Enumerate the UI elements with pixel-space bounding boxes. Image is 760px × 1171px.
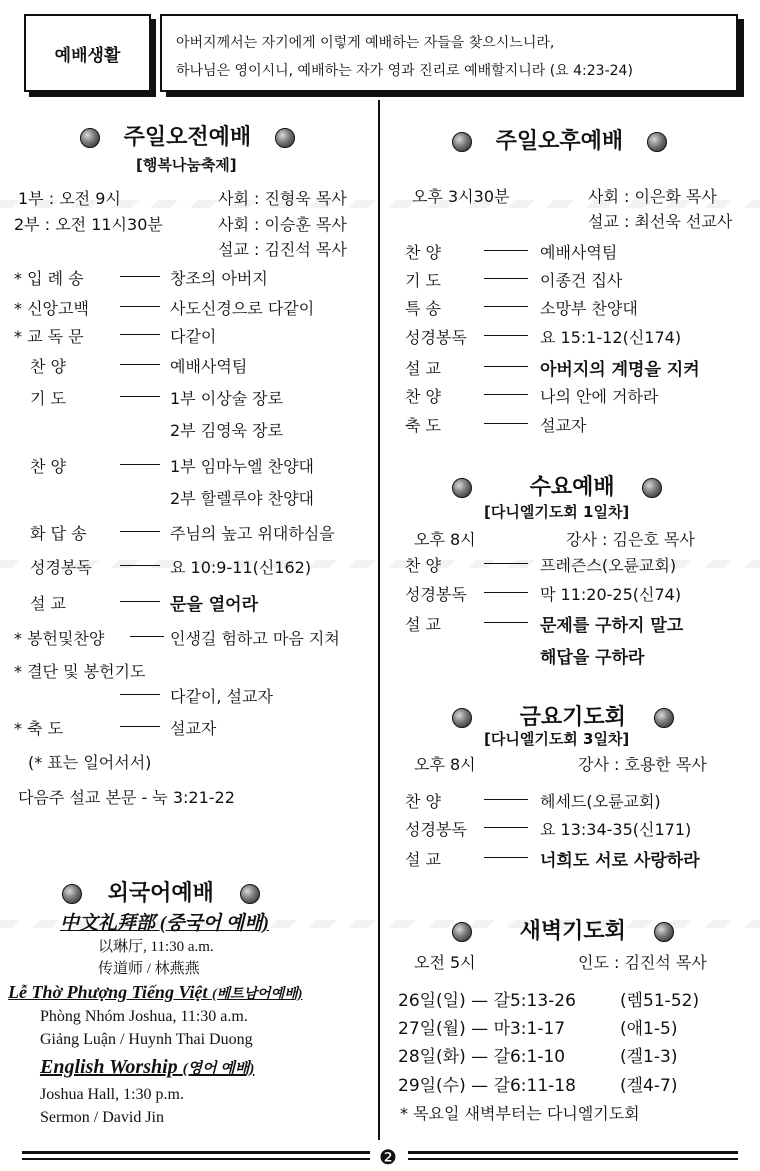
viet-service-title-row [8, 982, 302, 1003]
dawn-title: 새벽기도회 [519, 919, 626, 944]
sermon-title: 너희도 서로 사랑하라 [540, 851, 700, 871]
order-label: 찬 양 [405, 792, 441, 811]
order-dash [114, 324, 166, 343]
header-label-box [24, 14, 151, 92]
order-label: 설 교 [405, 615, 441, 634]
order-dash [478, 240, 534, 259]
service-time-2: 2부 : 오전 11시30분 [14, 215, 163, 234]
service-host-1: 사회 : 진형욱 목사 [218, 189, 347, 208]
order-label: * 입 례 송 [14, 269, 84, 288]
order-label: 설 교 [30, 594, 66, 613]
sermon-title-line-2: 해답을 구하라 [540, 648, 645, 668]
order-label: 기 도 [30, 389, 66, 408]
order-dash [114, 684, 166, 703]
bullet-icon [654, 708, 674, 728]
wednesday-title: 수요예배 [529, 475, 615, 500]
dawn-text: 갈5:13-26 [493, 991, 576, 1011]
order-label: * 교 독 문 [14, 327, 84, 346]
viet-line-1: Phòng Nhóm Joshua, 11:30 a.m. [40, 1008, 248, 1025]
order-label: 화 답 송 [30, 524, 87, 543]
column-divider [378, 100, 380, 1140]
order-label: 찬 양 [405, 243, 441, 262]
bullet-icon [240, 884, 260, 904]
bullet-icon [452, 922, 472, 942]
dawn-ref: (렘51-52) [620, 991, 700, 1011]
service-time-1: 1부 : 오전 9시 [18, 189, 121, 208]
order-value: 헤세드(오륜교회) [540, 792, 661, 811]
dawn-text: 갈6:11-18 [493, 1076, 576, 1096]
order-dash [478, 847, 534, 866]
header-label: 예배생활 [54, 45, 121, 66]
order-label: 기 도 [405, 271, 441, 290]
dawn-day: 26일(일) [398, 991, 466, 1011]
order-value: 프레즌스(오륜교회) [540, 556, 677, 575]
english-line-1: Joshua Hall, 1:30 p.m. [40, 1086, 184, 1103]
header-verse-line1: 아버지께서는 자기에게 이렇게 예배하는 자들을 찾으시느니라, [176, 35, 555, 51]
order-dash [478, 356, 534, 375]
service-preacher: 설교 : 김진석 목사 [218, 240, 347, 259]
footer-rule-left [22, 1151, 370, 1154]
english-service-title-row [40, 1056, 254, 1079]
sunday-morning-title-row [80, 120, 295, 151]
dawn-text: 마3:1-17 [493, 1019, 566, 1039]
order-value: 요 13:34-35(신171) [540, 820, 692, 839]
order-value: 예배사역팀 [540, 243, 618, 262]
bullet-icon [654, 922, 674, 942]
order-value: 주님의 높고 위대하심을 [170, 524, 335, 543]
sunday-morning-subtitle: [행복나눔축제] [136, 156, 237, 174]
friday-time: 오후 8시 [414, 755, 476, 774]
english-line-2: Sermon / David Jin [40, 1109, 164, 1126]
order-value: 요 15:1-12(신174) [540, 328, 682, 347]
dawn-note: * 목요일 새벽부터는 다니엘기도회 [400, 1104, 640, 1123]
order-label: 찬 양 [30, 357, 66, 376]
bullet-icon [642, 478, 662, 498]
dawn-day: 28일(화) [398, 1047, 466, 1067]
order-label: 성경봉독 [405, 328, 467, 347]
friday-title: 금요기도회 [519, 705, 626, 730]
chinese-service-title: 中文礼拜部 (중국어 예배) [60, 913, 269, 934]
order-dash [124, 626, 170, 645]
order-dash [114, 591, 166, 610]
order-dash [478, 817, 534, 836]
foreign-title: 외국어예배 [107, 881, 214, 906]
dawn-title-row [452, 914, 674, 945]
friday-speaker: 강사 : 호용한 목사 [578, 755, 707, 774]
english-service-tag: (영어 예배) [182, 1061, 255, 1077]
order-dash [478, 268, 534, 287]
footer-rule-left [22, 1158, 370, 1160]
standing-note: (* 표는 일어서서) [28, 753, 152, 772]
order-value: 2부 김영욱 장로 [170, 421, 284, 440]
viet-line-2: Giảng Luận / Huynh Thai Duong [40, 1031, 253, 1048]
order-dash [114, 266, 166, 285]
wednesday-time: 오후 8시 [414, 530, 476, 549]
bullet-icon [452, 132, 472, 152]
dawn-ref: (겔4-7) [620, 1076, 678, 1096]
order-value: 사도신경으로 다같이 [170, 299, 315, 318]
order-label: 특 송 [405, 299, 441, 318]
order-dash [478, 325, 534, 344]
viet-service-tag: (베트남어예배) [211, 987, 303, 1002]
order-dash [114, 354, 166, 373]
sunday-afternoon-title: 주일오후예배 [495, 129, 624, 154]
dawn-leader: 인도 : 김진석 목사 [578, 953, 707, 972]
order-dash [114, 555, 166, 574]
next-sermon: 다음주 설교 본문 - 눅 3:21-22 [18, 788, 235, 807]
header-verse-line2: 하나님은 영이시니, 예배하는 자가 영과 진리로 예배할지니라 (요 4:23-24) [176, 63, 633, 79]
wednesday-title-row [452, 470, 662, 501]
order-value: 인생길 험하고 마음 지쳐 [170, 629, 340, 648]
service-host-2: 사회 : 이승훈 목사 [218, 215, 347, 234]
order-label: 찬 양 [30, 457, 66, 476]
order-label: 설 교 [405, 359, 441, 378]
order-label: * 신앙고백 [14, 299, 89, 318]
order-label: 성경봉독 [30, 558, 92, 577]
order-value: 막 11:20-25(신74) [540, 585, 682, 604]
bullet-icon [452, 478, 472, 498]
order-dash [114, 386, 166, 405]
dawn-row: 29일(수) — 갈6:11-18 [398, 1076, 576, 1096]
sermon-title: 문제를 구하지 말고 [540, 616, 684, 636]
dawn-row: 28일(화) — 갈6:1-10 [398, 1047, 566, 1067]
page-number: ❷ [379, 1145, 397, 1169]
order-dash [114, 521, 166, 540]
order-dash [478, 789, 534, 808]
order-dash [478, 612, 534, 631]
bullet-icon [80, 128, 100, 148]
order-dash [478, 384, 534, 403]
order-label: 설 교 [405, 850, 441, 869]
sunday-morning-title: 주일오전예배 [123, 125, 252, 150]
order-value: 2부 할렐루야 찬양대 [170, 489, 314, 508]
order-label: 성경봉독 [405, 585, 467, 604]
foreign-title-row [62, 876, 260, 907]
order-value: 다같이 [170, 327, 217, 346]
dawn-text: 갈6:1-10 [493, 1047, 566, 1067]
order-label: 축 도 [405, 416, 441, 435]
viet-service-title: Lễ Thờ Phượng Tiếng Việt [8, 982, 208, 1002]
dawn-time: 오전 5시 [414, 953, 476, 972]
bullet-icon [452, 708, 472, 728]
bullet-icon [647, 132, 667, 152]
order-value: 창조의 아버지 [170, 269, 268, 288]
chinese-line-2: 传道师 / 林燕燕 [98, 961, 200, 977]
order-label: 찬 양 [405, 387, 441, 406]
bullet-icon [275, 128, 295, 148]
english-service-title: English Worship [40, 1056, 178, 1078]
order-value: 요 10:9-11(신162) [170, 558, 312, 577]
afternoon-host: 사회 : 이은화 목사 [588, 187, 717, 206]
order-dash [478, 553, 534, 572]
order-value: 1부 임마누엘 찬양대 [170, 457, 314, 476]
order-label: 찬 양 [405, 556, 441, 575]
bullet-icon [62, 884, 82, 904]
order-value: 이종건 집사 [540, 271, 623, 290]
afternoon-time: 오후 3시30분 [412, 187, 510, 206]
order-value: 다같이, 설교자 [170, 687, 273, 706]
footer-rule-right [408, 1158, 738, 1160]
order-dash [478, 413, 534, 432]
order-label: * 결단 및 봉헌기도 [14, 662, 146, 681]
order-dash [114, 454, 166, 473]
order-dash [114, 296, 166, 315]
footer-rule-right [408, 1151, 738, 1154]
order-label: * 봉헌및찬양 [14, 629, 105, 648]
dawn-row: 27일(월) — 마3:1-17 [398, 1019, 566, 1039]
order-label: 성경봉독 [405, 820, 467, 839]
friday-subtitle: [다니엘기도회 3일차] [484, 730, 630, 748]
sermon-title: 문을 열어라 [170, 595, 259, 615]
sermon-title: 아버지의 계명을 지켜 [540, 360, 700, 380]
order-value: 설교자 [540, 416, 587, 435]
order-dash [478, 582, 534, 601]
order-dash [478, 296, 534, 315]
dawn-row: 26일(일) — 갈5:13-26 [398, 991, 576, 1011]
afternoon-preacher: 설교 : 최선욱 선교사 [588, 212, 733, 231]
dawn-day: 27일(월) [398, 1019, 466, 1039]
order-value: 나의 안에 거하라 [540, 387, 659, 406]
dawn-day: 29일(수) [398, 1076, 466, 1096]
friday-title-row [452, 700, 674, 731]
header-verse-box [160, 14, 738, 92]
order-value: 1부 이상술 장로 [170, 389, 284, 408]
order-value: 예배사역팀 [170, 357, 248, 376]
order-value: 설교자 [170, 719, 217, 738]
dawn-ref: (겔1-3) [620, 1047, 678, 1067]
chinese-line-1: 以琳厅, 11:30 a.m. [98, 939, 214, 955]
order-dash [114, 716, 166, 735]
order-value: 소망부 찬양대 [540, 299, 638, 318]
dawn-ref: (애1-5) [620, 1019, 678, 1039]
order-label: * 축 도 [14, 719, 64, 738]
sunday-afternoon-title-row [452, 124, 667, 155]
wednesday-speaker: 강사 : 김은호 목사 [566, 530, 695, 549]
wednesday-subtitle: [다니엘기도회 1일차] [484, 503, 630, 521]
